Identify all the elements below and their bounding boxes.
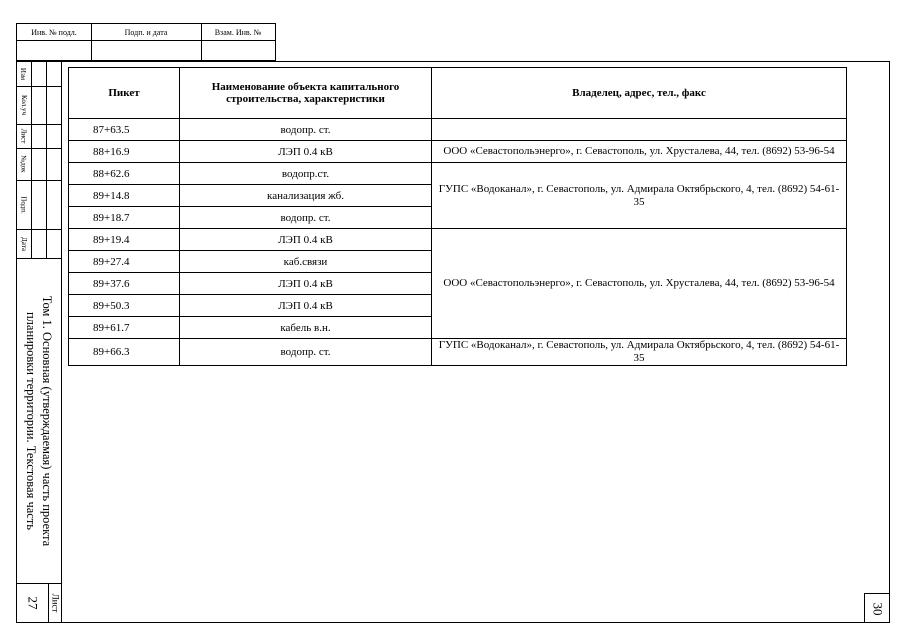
header-picket: Пикет xyxy=(69,68,180,119)
objects-table xyxy=(68,67,847,366)
left-stamp-row xyxy=(16,180,62,230)
stamp-podp-data: Подп. и дата xyxy=(124,27,168,37)
stamp-inv-podl: Инв. № подл. xyxy=(31,27,77,37)
volume-title: Том 1. Основная (утверждаемая) часть проекта планировки территории. Текстовая часть xyxy=(24,295,54,546)
picket-cell: 89+61.7 xyxy=(69,317,180,339)
table-row xyxy=(69,141,847,163)
picket-cell: 89+66.3 xyxy=(69,339,180,366)
header-object: Наименование объекта капитального строительства, характеристики xyxy=(180,68,432,119)
picket-cell: 89+18.7 xyxy=(69,207,180,229)
picket-cell: 89+37.6 xyxy=(69,273,180,295)
object-cell: водопр. ст. xyxy=(180,119,432,141)
picket-cell: 89+14.8 xyxy=(69,185,180,207)
left-sheet-block xyxy=(16,583,62,623)
object-cell: ЛЭП 0.4 кВ xyxy=(180,229,432,251)
picket-cell: 89+27.4 xyxy=(69,251,180,273)
picket-cell: 88+62.6 xyxy=(69,163,180,185)
sheet-number: 27 xyxy=(25,596,41,610)
object-cell: водопр. ст. xyxy=(180,207,432,229)
left-stamp-row xyxy=(16,124,62,149)
table-header-row xyxy=(69,68,847,119)
owner-cell: ООО «Севастопольэнерго», г. Севастополь, ул. Хрусталева, 44, тел. (8692) 53-96-54 xyxy=(432,141,847,163)
label-ndok: №док xyxy=(19,155,28,173)
owner-cell xyxy=(432,119,847,141)
stamp-vzam-inv-cell xyxy=(201,24,275,60)
left-stamp xyxy=(16,61,62,623)
label-izm: Изм xyxy=(19,67,28,80)
object-cell: ЛЭП 0.4 кВ xyxy=(180,273,432,295)
volume-title-cell xyxy=(16,258,62,584)
owner-cell: ГУПС «Водоканал», г. Севастополь, ул. Адмирала Октябрьского, 4, тел. (8692) 54-61-35 xyxy=(432,163,847,229)
left-stamp-row xyxy=(16,229,62,259)
object-cell: канализация жб. xyxy=(180,185,432,207)
left-stamp-row xyxy=(16,148,62,181)
picket-cell: 87+63.5 xyxy=(69,119,180,141)
header-owner: Владелец, адрес, тел., факс xyxy=(432,68,847,119)
page-number-box xyxy=(864,593,890,623)
table-row xyxy=(69,119,847,141)
owner-cell: ГУПС «Водоканал», г. Севастополь, ул. Адмирала Октябрьского, 4, тел. (8692) 54-61-35 xyxy=(432,339,847,366)
stamp-divider xyxy=(17,40,275,41)
label-list: Лист xyxy=(19,128,28,144)
object-cell: водопр.ст. xyxy=(180,163,432,185)
page-number: 30 xyxy=(870,602,886,615)
stamp-inv-podl-cell xyxy=(17,24,92,60)
stamp-vzam-inv: Взам. Инв. № xyxy=(214,27,262,37)
stamp-podp-data-cell xyxy=(91,24,202,60)
object-cell: ЛЭП 0.4 кВ xyxy=(180,141,432,163)
owner-cell: ООО «Севастопольэнерго», г. Севастополь, ул. Хрусталева, 44, тел. (8692) 53-96-54 xyxy=(432,229,847,339)
top-stamp xyxy=(16,23,276,61)
picket-cell: 89+19.4 xyxy=(69,229,180,251)
table-row xyxy=(69,163,847,185)
object-cell: ЛЭП 0.4 кВ xyxy=(180,295,432,317)
label-podp: Подп. xyxy=(19,195,28,214)
left-stamp-row xyxy=(16,61,62,87)
picket-cell: 88+16.9 xyxy=(69,141,180,163)
table-row xyxy=(69,339,847,366)
table-row xyxy=(69,229,847,251)
object-cell: каб.связи xyxy=(180,251,432,273)
sheet-label: Лист xyxy=(50,593,61,613)
label-data: Дата xyxy=(19,236,28,251)
label-koluch: Кол.уч xyxy=(19,95,28,115)
object-cell: водопр. ст. xyxy=(180,339,432,366)
picket-cell: 89+50.3 xyxy=(69,295,180,317)
object-cell: кабель в.н. xyxy=(180,317,432,339)
left-stamp-row xyxy=(16,86,62,125)
